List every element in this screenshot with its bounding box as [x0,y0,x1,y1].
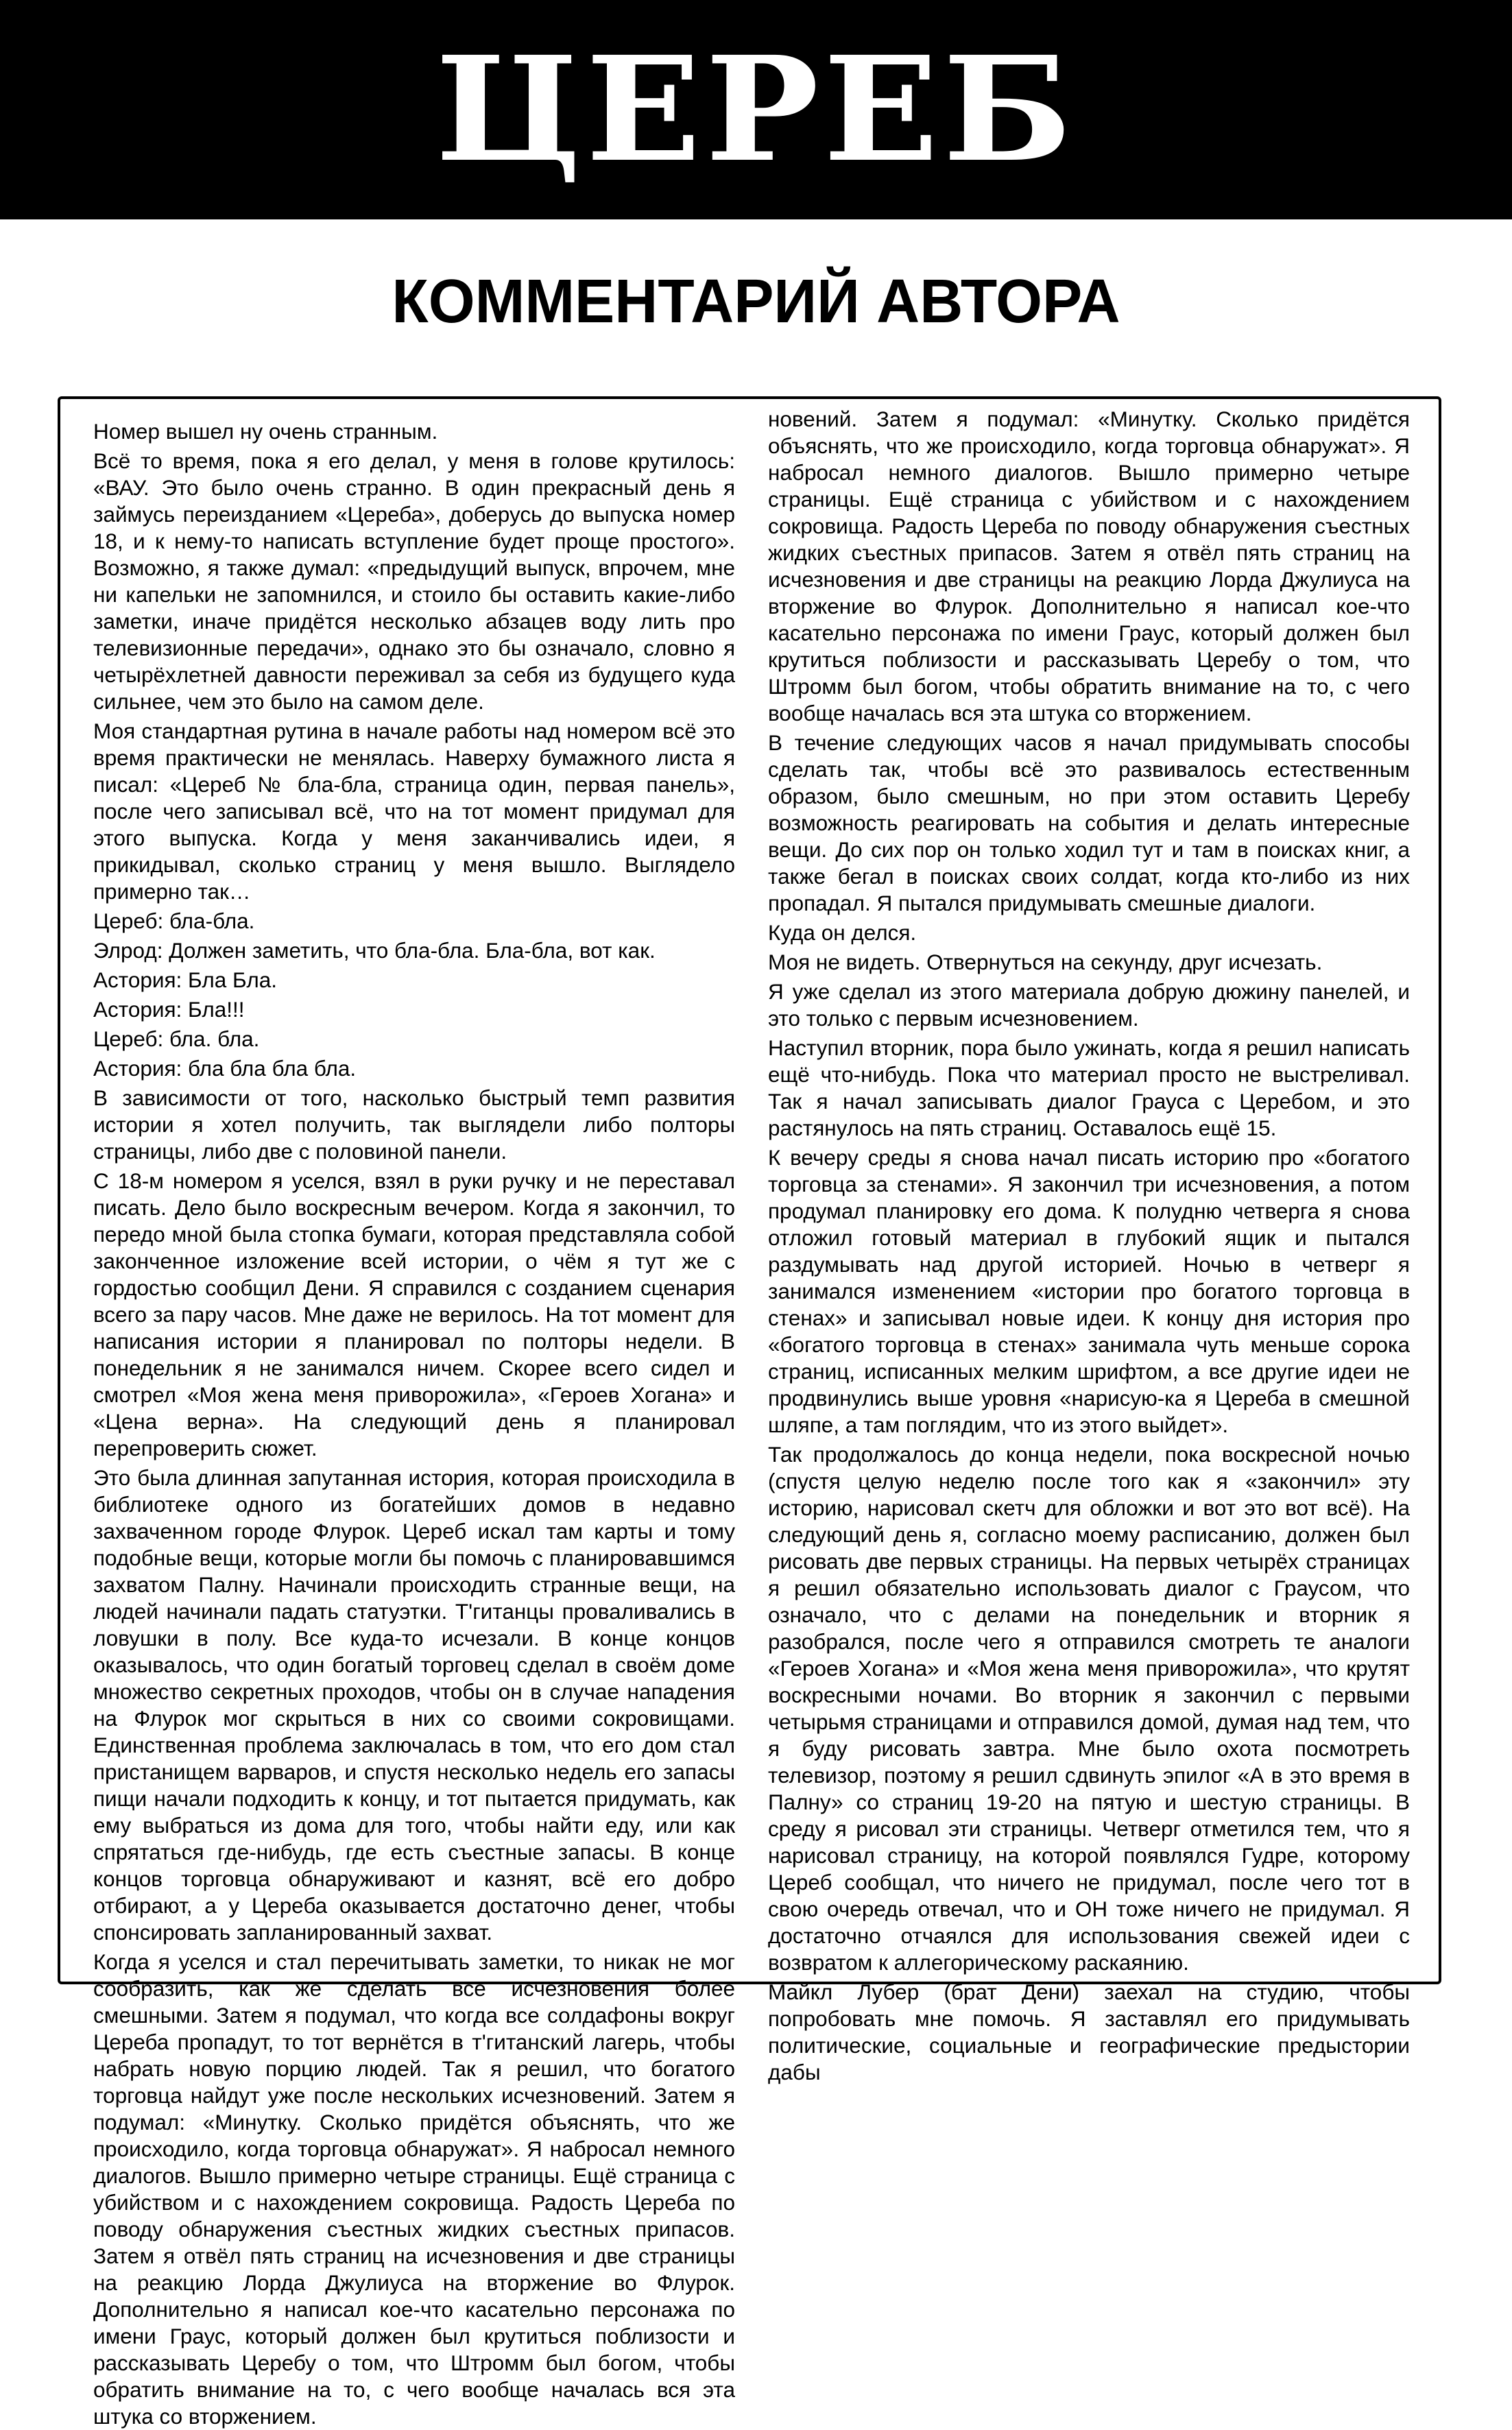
title-banner [0,0,1512,219]
dialogue-line: Моя не видеть. Отвернуться на секунду, друг исчезать. [768,950,1323,974]
article-frame [58,396,1441,2429]
paragraph: Когда я уселся и стал перечитывать заметки, то никак не мог сообразить, как же сделать все исчезновения более смешными. Затем я подумал, что когда все солдафоны вокруг Цереба пропадут, то тот вернётся в т'гитанский лагерь, чтобы набрать новую порцию людей. Так я решил, что богатого торговца найдут уже после нескольких исчезновений. Затем я подумал: «Минутку. Сколько придётся объяснять, что же происходило, когда торговца обнаружат». Я набросал немного диалогов. Вышло примерно четыре страницы. Ещё страница с убийством и с нахождением сокровища. Радость Цереба по поводу обнаружения съестных жидких съестных припасов. Затем я отвёл пять страниц на исчезновения и две страницы на реакцию Лорда Джулиуса на вторжение во Флурок. Дополнительно я написал кое-что касательно персонажа по имени Граус, который должен был крутиться поблизости и рассказывать Церебу о том, что Штромм был богом, чтобы обратить внимание на то, с чего вообще началась вся эта штука со вторжением. [93,1949,735,2429]
dialogue-line: Астория: Бла Бла. [93,967,277,992]
paragraph: Майкл Лубер (брат Дени) заехал на студию, чтобы попробовать мне помочь. Я заставлял его придумывать политические, социальные и географические предыстории дабы [768,1980,1410,2084]
paragraph: Всё то время, пока я его делал, у меня в голове крутилось: «ВАУ. Это было очень странно. В один прекрасный день я займусь переизданием «Цереба», доберусь до выпуска номер 18, и к нему-то написать вступление будет проще простого». Возможно, я также думал: «предыдущий выпуск, впрочем, мне ни капельки не запомнился, и стоило бы оставить какие-либо заметки, иначе придётся несколько абзацев воду лить про телевизионные передачи», однако это бы означало, словно я четырёхлетней давности переживал за себя из будущего куда сильнее, чем это было на самом деле. [93,448,735,714]
paragraph: С 18-м номером я уселся, взял в руки ручку и не переставал писать. Дело было воскресным вечером. Когда я закончил, то передо мной была стопка бумаги, которая представляла собой законченное изложение всей истории, о чём я тут же с гордостью сообщил Дени. Я справился с созданием сценария всего за пару часов. Мне даже не верилось. На тот момент для написания истории я планировал по полторы недели. В понедельник я не занимался ничем. Скорее всего сидел и смотрел «Моя жена меня приворожила», «Героев Хогана» и «Цена верна». На следующий день я планировал перепроверить сюжет. [93,1168,735,1460]
paragraph: Это была длинная запутанная история, которая происходила в библиотеке одного из богатейших домов в недавно захваченном городе Флурок. Цереб искал там карты и тому подобные вещи, которые могли бы помочь с планировавшимся захватом Палну. Начинали происходить странные вещи, на людей начинали падать статуэтки. Т'гитанцы проваливались в ловушки в полу. Все куда-то исчезали. В конце концов оказывалось, что один богатый торговец сделал в своём доме множество секретных проходов, чтобы он в случае нападения на Флурок мог скрыться в них со своими сокровищами. Единственная проблема заключалась в том, что его дом стал пристанищем варваров, и спустя несколько недель его запасы пищи начали подходить к концу, и тот пытается придумать, как ему выбраться из дома для того, чтобы найти еду, или как спрятаться где-нибудь, где есть съестные запасы. В конце концов торговца обнаруживают и казнят, всё его добро отбирают, а у Цереба оказывается достаточно денег, чтобы спонсировать запланированный захват. [93,1465,735,1945]
paragraph: К вечеру среды я снова начал писать историю про «богатого торговца за стенами». Я закончил три исчезновения, а потом продумал планировку его дома. К полудню четверга я снова отложил готовый материал в глубокий ящик и пытался раздумывать над другой историей. Ночью в четверг я занимался изменением «истории про богатого торговца в стенах» и записывал новые идеи. К концу дня история про «богатого торговца в стенах» занимала чуть меньше сорока страниц, исписанных мелким шрифтом, а все другие идеи не продвинулись выше уровня «нарисую-ка я Цереба в смешной шляпе, а там поглядим, что из этого выйдет». [768,1145,1410,1437]
dialogue-line: Астория: Бла!!! [93,997,245,1022]
left-column [93,418,735,2429]
paragraph: Моя стандартная рутина в начале работы над номером всё это время практически не менялась. Наверху бумажного листа я писал: «Цереб № бла-бла, страница один, первая панель», после чего записывал всё, что на тот момент придумал для этого выпуска. Когда у меня заканчивались идеи, я прикидывал, сколько страниц у меня вышло. Выглядело примерно так… [93,719,735,904]
page-heading: КОММЕНТАРИЙ АВТОРА [392,267,1120,336]
paragraph: Номер вышел ну очень странным. [93,419,438,444]
paragraph: В зависимости от того, насколько быстрый темп развития истории я хотел получить, так выглядели либо полторы страницы, либо две с половиной панели. [93,1085,735,1164]
paragraph: Так продолжалось до конца недели, пока воскресной ночью (спустя целую неделю после того как я «закончил» эту историю, нарисовал скетч для обложки и вот это вот всё). На следующий день я, согласно моему расписанию, должен был рисовать две первых страницы. На первых четырёх страницах я решил обязательно использовать диалог с Граусом, что означало, что с делами на понедельник и вторник я разобрался, после чего я отправился смотреть те аналоги «Героев Хогана» и «Моя жена меня приворожила», что крутят воскресными ночами. Во вторник я закончил с первыми четырьмя страницами и отправился домой, думая над тем, что я буду рисовать завтра. Мне было охота посмотреть телевизор, поэтому я решил сдвинуть эпилог «А в это время в Палну» со страниц 19-20 на пятую и шестую страницы. В среду я рисовал эти страницы. Четверг отметился тем, что я нарисовал страницу, на которой появлялся Гудре, которому Цереб сообщал, что ничего не придумал, после чего тот в свою очередь отвечал, что и ОН тоже ничего не придумал. Я достаточно отчаялся для использования свежей идеи с возвратом к аллегорическому раскаянию. [768,1442,1410,1975]
dialogue-line: Цереб: бла-бла. [93,909,255,933]
dialogue-line: Астория: бла бла бла бла. [93,1056,357,1081]
paragraph: В течение следующих часов я начал придумывать способы сделать так, чтобы всё это развивалось естественным образом, было смешным, но при этом оставить Церебу возможность реагировать на события и делать интересные вещи. До сих пор он только ходил тут и там в поисках книг, а также бегал в поисках своих солдат, когда кто-либо из них пропадал. Я пытался придумывать смешные диалоги. [768,730,1410,915]
paragraph: Я уже сделал из этого материала добрую дюжину панелей, и это только с первым исчезновением. [768,979,1410,1031]
paragraph: новений. Затем я подумал: «Минутку. Сколько придётся объяснять, что же происходило, когда торговца обнаружат». Я набросал немного диалогов. Вышло примерно четыре страницы. Ещё страница с убийством и с нахождением сокровища. Радость Цереба по поводу обнаружения съестных жидких съестных припасов. Затем я отвёл пять страниц на исчезновения и две страницы на реакцию Лорда Джулиуса на вторжение во Флурок. Дополнительно я написал кое-что касательно персонажа по имени Граус, который должен был крутиться поблизости и рассказывать Церебу о том, что Штромм был богом, чтобы обратить внимание на то, с чего вообще началась вся эта штука со вторжением. [768,407,1410,725]
right-column [768,406,1410,2084]
banner-title: ЦЕРЕБ [435,25,1077,194]
dialogue-line: Куда он делся. [768,920,917,945]
dialogue-line: Элрод: Должен заметить, что бла-бла. Бла-бла, вот как. [93,938,656,963]
dialogue-line: Цереб: бла. бла. [93,1026,260,1051]
paragraph: Наступил вторник, пора было ужинать, когда я решил написать ещё что-нибудь. Пока что материал просто не выстреливал. Так я начал записывать диалог Грауса с Церебом, и это растянулось на пять страниц. Оставалось ещё 15. [768,1035,1410,1140]
